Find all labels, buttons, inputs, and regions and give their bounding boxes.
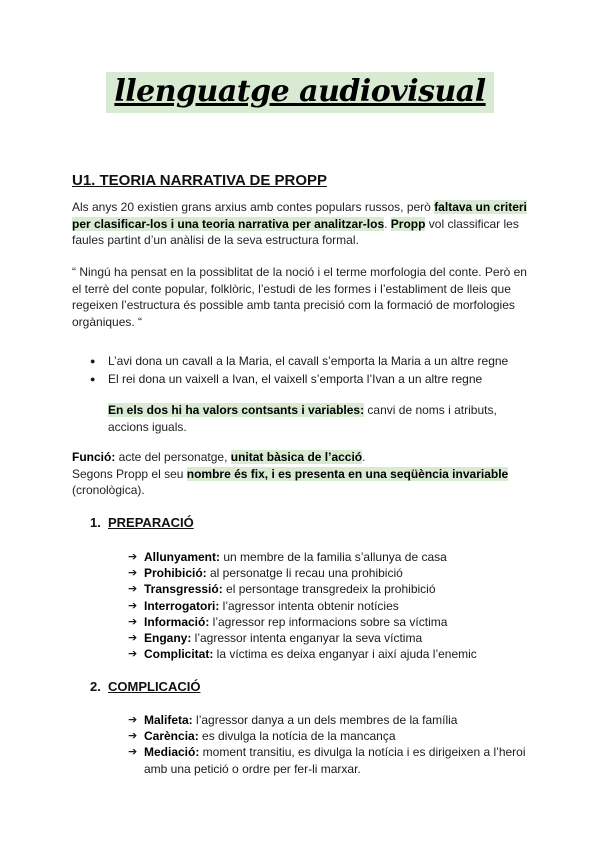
arrow-right-icon: ➔ <box>128 551 138 563</box>
complicacio-list <box>128 712 528 777</box>
preparacio-list <box>128 549 528 662</box>
values-text: canvi de noms i atributs, accions iguals. <box>108 403 497 434</box>
item-term: Complicitat: <box>144 647 214 662</box>
arrow-right-icon: ➔ <box>128 615 138 628</box>
item-desc: l’agressor danya a un dels membres de la família <box>192 713 458 727</box>
funcio-text-2: . <box>362 450 366 464</box>
section-heading: U1. TEORIA NARRATIVA DE PROPP <box>72 172 328 189</box>
item-desc: moment transitiu, es divulga la notícia i es dirigeixen a l’heroi amb una petició o ordre per fer-li marxar. <box>144 745 526 776</box>
list-item <box>128 565 528 581</box>
values-highlight: En els dos hi ha valors contsants i variables: <box>108 403 365 417</box>
example-text-2: El rei dona un vaixell a Ivan, el vaixell s’emporta l’Ivan a un altre regne <box>108 372 483 386</box>
item-desc: el persontage transgredeix la prohibició <box>222 582 436 597</box>
title-container <box>0 72 600 113</box>
list-item <box>128 598 528 614</box>
arrow-right-icon: ➔ <box>128 599 138 612</box>
part-heading-preparacio <box>90 515 194 530</box>
list-item <box>90 370 508 388</box>
list-item <box>128 581 528 597</box>
item-term: Mediació: <box>144 745 200 760</box>
arrow-right-icon: ➔ <box>128 567 138 580</box>
part-heading-complicacio <box>90 679 200 694</box>
arrow-right-icon: ➔ <box>128 648 138 661</box>
arrow-right-icon: ➔ <box>128 746 138 759</box>
item-desc: l’agressor rep informacions sobre sa víctima <box>209 614 448 629</box>
item-term: Allunyament: <box>144 550 221 564</box>
item-term: Prohibició: <box>144 566 207 581</box>
arrow-right-icon: ➔ <box>128 730 138 743</box>
funcio-text-4: (cronològica). <box>72 483 145 497</box>
list-item <box>90 352 508 370</box>
intro-highlight-propp: Propp <box>390 216 426 231</box>
part-title: PREPARACIÓ <box>108 515 194 530</box>
funcio-text-3: Segons Propp el seu <box>72 466 187 481</box>
arrow-right-icon: ➔ <box>128 632 138 645</box>
quote-paragraph: “ Ningú ha pensat en la possiblitat de la noció i el terme morfologia del conte. Però en el terrè del conte popular, folklòric, l’estudi de les formes i l’establiment de lleis que regeixen l’estructura és possible amb tanta precisió com la formació de morfologies orgàniques. “ <box>72 265 527 329</box>
list-item <box>128 630 528 646</box>
item-desc: un membre de la familia s’allunya de casa <box>220 550 447 564</box>
item-desc: es divulga la notícia de la mancança <box>198 729 396 744</box>
intro-paragraph <box>72 199 532 249</box>
list-item <box>128 744 528 776</box>
list-item <box>128 646 528 662</box>
item-desc: l’agressor intenta obtenir notícies <box>219 598 399 613</box>
values-paragraph <box>108 402 508 435</box>
list-item <box>128 712 528 728</box>
intro-text-2: . <box>384 216 391 231</box>
item-term: Malifeta: <box>144 713 193 727</box>
part-number: 2. <box>90 679 101 694</box>
item-term: Informació: <box>144 614 210 629</box>
funcio-paragraph <box>72 449 542 499</box>
list-item <box>128 614 528 630</box>
intro-highlight-1: faltava un criteri per clasificar-los i una teoria narrativa per analitzar-los <box>72 200 527 231</box>
item-term: Engany: <box>144 631 192 646</box>
arrow-right-icon: ➔ <box>128 583 138 596</box>
part-number: 1. <box>90 515 101 530</box>
item-term: Transgressió: <box>144 582 223 597</box>
document-title: llenguatge audiovisual <box>106 72 493 113</box>
intro-text-1: Als anys 20 existien grans arxius amb contes populars russos, però <box>72 200 435 214</box>
part-title: COMPLICACIÓ <box>108 679 201 694</box>
funcio-label: Funció: <box>72 450 116 464</box>
list-item <box>128 728 528 744</box>
funcio-text-1: acte del personatge, <box>115 450 231 464</box>
item-desc: la víctima es deixa enganyar i així ajuda l’enemic <box>213 647 477 662</box>
intro-text-3: vol classificar les faules partint d’un anàlisi de la seva estructura formal. <box>72 216 519 247</box>
item-term: Interrogatori: <box>144 598 220 613</box>
item-term: Carència: <box>144 729 199 744</box>
funcio-highlight-2: nombre és fix, i es presenta en una seqüència invariable <box>186 466 509 481</box>
funcio-highlight-1: unitat bàsica de l’acció <box>230 450 363 464</box>
arrow-right-icon: ➔ <box>128 714 138 726</box>
list-item <box>128 549 528 565</box>
examples-list <box>90 352 508 388</box>
item-desc: l’agressor intenta enganyar la seva víctima <box>191 631 423 646</box>
item-desc: al personatge li recau una prohibició <box>206 566 403 581</box>
example-text-1: L’avi dona un cavall a la Maria, el cavall s’emporta la Maria a un altre regne <box>108 354 509 368</box>
